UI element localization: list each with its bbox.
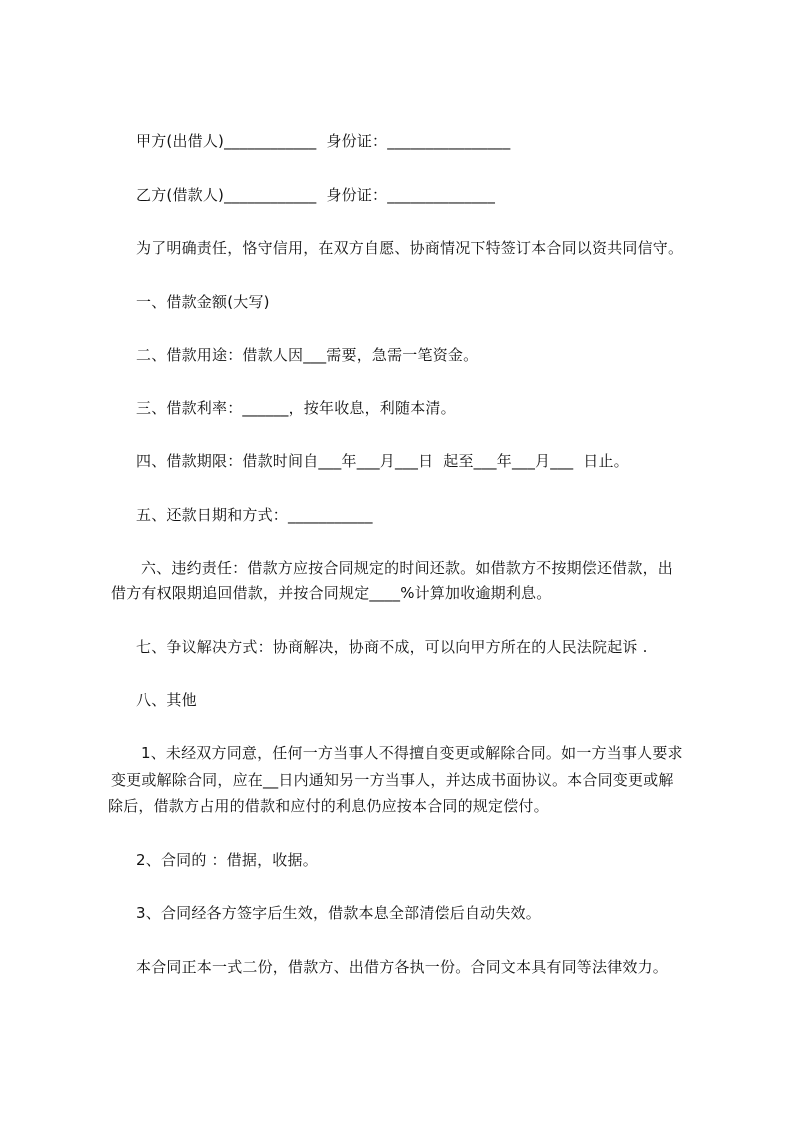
clause-dispute: 七、争议解决方式：协商解决，协商不成，可以向甲方所在的人民法院起诉 .	[136, 638, 648, 656]
intro-paragraph: 为了明确责任，恪守信用，在双方自愿、协商情况下特签订本合同以资共同信守。	[136, 239, 684, 257]
clause-other-3: 3、合同经各方签字后生效，借款本息全部清偿后自动失效。	[136, 904, 541, 922]
clause-other-2: 2、合同的 ：借据，收据。	[136, 851, 318, 869]
clause-interest-rate: 三、借款利率：______，按年收息，利随本清。	[136, 399, 456, 417]
party-b-line: 乙方(借款人)____________ 身份证：______________	[136, 186, 496, 204]
clause-default-line-1: 六、违约责任：借款方应按合同规定的时间还款。如借款方不按期偿还借款，出	[136, 559, 673, 577]
clause-loan-term: 四、借款期限：借款时间自___年___月___日 起至___年___月___ 日止。	[136, 452, 629, 470]
clause-other-1-line-3: 除后，借款方占用的借款和应付的利息仍应按本合同的规定偿付。	[108, 797, 549, 815]
clause-other-1-line-2: 变更或解除合同，应在__日内通知另一方当事人，并达成书面协议。本合同变更或解	[106, 771, 674, 789]
party-a-line: 甲方(出借人)____________ 身份证：________________	[136, 132, 511, 150]
clause-other-1-line-1: 1、未经双方同意，任何一方当事人不得擅自变更或解除合同。如一方当事人要求	[136, 744, 683, 762]
closing-paragraph: 本合同正本一式二份，借款方、出借方各执一份。合同文本具有同等法律效力。	[136, 958, 669, 976]
clause-repayment: 五、还款日期和方式：___________	[136, 506, 373, 524]
clause-loan-purpose: 二、借款用途：借款人因___需要，急需一笔资金。	[136, 346, 479, 364]
clause-loan-amount: 一、借款金额(大写)	[136, 293, 270, 311]
clause-other-heading: 八、其他	[136, 691, 197, 709]
clause-default-line-2: 借方有权限期追回借款，并按合同规定____%计算加收逾期利息。	[111, 584, 552, 602]
